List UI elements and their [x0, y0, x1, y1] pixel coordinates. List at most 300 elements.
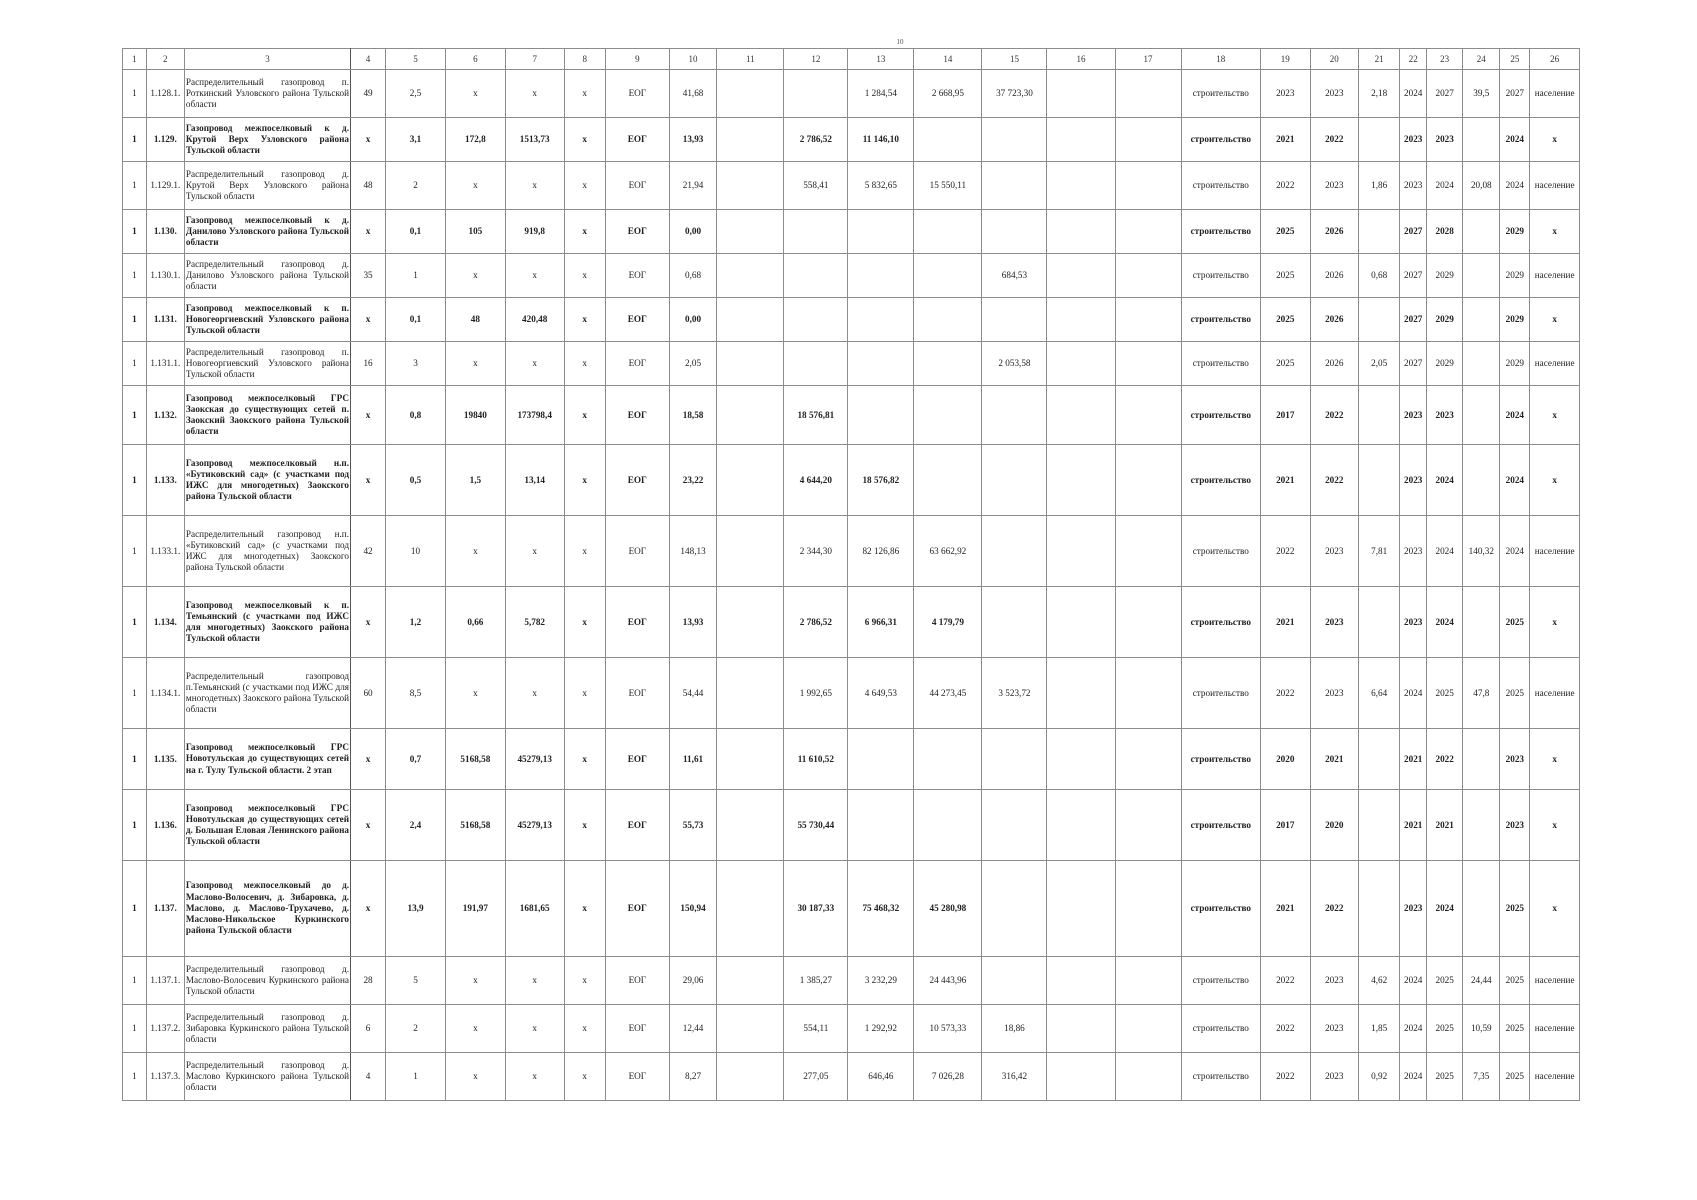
table-cell: ЕОГ — [605, 386, 669, 445]
table-cell: х — [505, 342, 564, 386]
table-cell — [784, 254, 848, 298]
table-cell: 24,44 — [1463, 957, 1500, 1005]
column-header: 18 — [1181, 49, 1260, 70]
table-cell — [1047, 516, 1115, 587]
table-cell: 1,85 — [1359, 1005, 1400, 1053]
table-row — [123, 70, 1580, 118]
table-cell: 1.132. — [146, 386, 184, 445]
table-cell: 2025 — [1261, 342, 1311, 386]
table-cell: 75 468,32 — [848, 861, 914, 957]
table-cell: строительство — [1181, 118, 1260, 162]
table-cell: 140,32 — [1463, 516, 1500, 587]
table-cell — [717, 162, 784, 210]
table-cell: 2021 — [1400, 790, 1427, 861]
table-cell — [1115, 210, 1181, 254]
table-cell: 1.131. — [146, 298, 184, 342]
table-cell: население — [1530, 254, 1580, 298]
table-cell: 684,53 — [982, 254, 1047, 298]
table-cell — [1115, 162, 1181, 210]
table-cell: 13,93 — [669, 118, 716, 162]
object-name-cell: Распределительный газопровод п. Роткинский Узловского района Тульской области — [184, 70, 350, 118]
table-cell: 2023 — [1400, 861, 1427, 957]
table-cell: х — [445, 1005, 505, 1053]
table-cell: 2022 — [1261, 1005, 1311, 1053]
column-header: 21 — [1359, 49, 1400, 70]
table-cell — [982, 210, 1047, 254]
table-cell — [982, 861, 1047, 957]
table-cell: 3,1 — [386, 118, 446, 162]
table-cell: ЕОГ — [605, 658, 669, 729]
column-header: 25 — [1500, 49, 1530, 70]
table-cell — [914, 790, 982, 861]
table-row — [123, 1053, 1580, 1101]
table-cell: 1 — [123, 729, 147, 790]
table-cell — [717, 298, 784, 342]
table-cell: ЕОГ — [605, 790, 669, 861]
table-cell — [717, 254, 784, 298]
object-name-cell: Распределительный газопровод д. Крутой Верх Узловского района Тульской области — [184, 162, 350, 210]
table-row — [123, 298, 1580, 342]
table-cell: х — [351, 210, 386, 254]
table-cell: 1.130. — [146, 210, 184, 254]
table-cell — [1115, 70, 1181, 118]
table-cell: х — [351, 445, 386, 516]
table-cell: 1 — [123, 210, 147, 254]
table-cell — [1463, 118, 1500, 162]
table-cell — [1115, 254, 1181, 298]
table-cell: строительство — [1181, 729, 1260, 790]
table-cell — [1359, 587, 1400, 658]
table-cell: 2023 — [1310, 658, 1358, 729]
table-cell: 2 786,52 — [784, 587, 848, 658]
table-cell: 2029 — [1500, 210, 1530, 254]
table-cell: ЕОГ — [605, 445, 669, 516]
table-cell — [982, 729, 1047, 790]
table-cell: 2 053,58 — [982, 342, 1047, 386]
table-cell — [914, 729, 982, 790]
table-cell — [1047, 957, 1115, 1005]
table-cell — [1115, 587, 1181, 658]
table-cell: 919,8 — [505, 210, 564, 254]
column-header: 26 — [1530, 49, 1580, 70]
table-cell — [784, 342, 848, 386]
table-cell: х — [564, 957, 605, 1005]
table-cell — [848, 210, 914, 254]
table-cell: 1 — [123, 658, 147, 729]
table-cell: х — [564, 587, 605, 658]
table-cell — [1047, 1005, 1115, 1053]
table-cell: 44 273,45 — [914, 658, 982, 729]
table-cell — [1463, 587, 1500, 658]
table-cell: 1 — [123, 342, 147, 386]
table-cell: 2025 — [1500, 1053, 1530, 1101]
table-cell: 2029 — [1427, 298, 1463, 342]
table-cell: х — [505, 516, 564, 587]
table-cell: 23,22 — [669, 445, 716, 516]
table-cell: х — [505, 1005, 564, 1053]
table-cell: 5,782 — [505, 587, 564, 658]
table-cell: х — [1530, 386, 1580, 445]
table-cell — [1463, 254, 1500, 298]
table-cell: 2025 — [1500, 658, 1530, 729]
table-cell: 2021 — [1261, 445, 1311, 516]
table-cell: строительство — [1181, 1053, 1260, 1101]
table-cell: 2025 — [1500, 1005, 1530, 1053]
table-cell: х — [1530, 118, 1580, 162]
table-cell: 82 126,86 — [848, 516, 914, 587]
table-cell: 173798,4 — [505, 386, 564, 445]
table-cell: 558,41 — [784, 162, 848, 210]
table-cell: строительство — [1181, 957, 1260, 1005]
table-cell: 2023 — [1310, 70, 1358, 118]
table-row — [123, 729, 1580, 790]
table-cell: 2025 — [1500, 587, 1530, 658]
table-cell: 1 292,92 — [848, 1005, 914, 1053]
table-cell: х — [564, 118, 605, 162]
table-cell: 13,9 — [386, 861, 446, 957]
table-cell — [1463, 861, 1500, 957]
table-cell: 1.128.1. — [146, 70, 184, 118]
table-cell: 2029 — [1500, 254, 1530, 298]
table-cell: х — [351, 861, 386, 957]
table-cell — [717, 210, 784, 254]
object-name-cell: Распределительный газопровод п.Темьянский (с участками под ИЖС для многодетных) Заокского района Тульской области — [184, 658, 350, 729]
table-cell — [1047, 790, 1115, 861]
table-cell: 2023 — [1427, 386, 1463, 445]
table-cell: х — [564, 1005, 605, 1053]
table-cell: 2027 — [1427, 70, 1463, 118]
table-cell: х — [1530, 445, 1580, 516]
table-cell: х — [564, 386, 605, 445]
table-cell: строительство — [1181, 210, 1260, 254]
table-cell: 2024 — [1500, 516, 1530, 587]
object-name-cell: Газопровод межпоселковый к п. Новогеоргиевский Узловского района Тульской области — [184, 298, 350, 342]
table-cell: 6 — [351, 1005, 386, 1053]
table-cell — [1115, 298, 1181, 342]
table-cell: х — [1530, 587, 1580, 658]
gas-pipeline-table — [122, 48, 1580, 1101]
column-header: 4 — [351, 49, 386, 70]
table-cell: 2023 — [1400, 516, 1427, 587]
table-cell: х — [505, 70, 564, 118]
table-cell: 28 — [351, 957, 386, 1005]
table-cell: 8,27 — [669, 1053, 716, 1101]
table-cell — [848, 729, 914, 790]
table-cell: 5168,58 — [445, 790, 505, 861]
object-name-cell: Газопровод межпоселковый к д. Крутой Верх Узловского района Тульской области — [184, 118, 350, 162]
column-header: 23 — [1427, 49, 1463, 70]
table-cell — [717, 118, 784, 162]
table-cell: 2022 — [1310, 445, 1358, 516]
table-cell: 150,94 — [669, 861, 716, 957]
table-cell — [982, 118, 1047, 162]
table-cell: 1.137.1. — [146, 957, 184, 1005]
object-name-cell: Газопровод межпоселковый н.п. «Бутиковский сад» (с участками под ИЖС для многодетных) Заокского района Тульской области — [184, 445, 350, 516]
table-cell: 5 832,65 — [848, 162, 914, 210]
table-cell: х — [505, 254, 564, 298]
table-cell: 1.134.1. — [146, 658, 184, 729]
table-cell — [848, 790, 914, 861]
table-cell — [1047, 861, 1115, 957]
table-cell: 2022 — [1310, 861, 1358, 957]
table-cell: 10,59 — [1463, 1005, 1500, 1053]
table-cell: 2022 — [1261, 516, 1311, 587]
table-cell: 7,81 — [1359, 516, 1400, 587]
table-cell: 277,05 — [784, 1053, 848, 1101]
table-cell: 2025 — [1427, 1053, 1463, 1101]
table-cell: 2028 — [1427, 210, 1463, 254]
column-header: 24 — [1463, 49, 1500, 70]
table-cell: х — [1530, 861, 1580, 957]
table-cell: х — [505, 957, 564, 1005]
table-cell: ЕОГ — [605, 1005, 669, 1053]
table-cell: 18 576,81 — [784, 386, 848, 445]
table-cell: ЕОГ — [605, 957, 669, 1005]
table-cell: 55,73 — [669, 790, 716, 861]
table-cell: 2,05 — [669, 342, 716, 386]
table-cell: х — [445, 516, 505, 587]
table-cell: 3 523,72 — [982, 658, 1047, 729]
table-cell: 1 — [123, 118, 147, 162]
table-row — [123, 957, 1580, 1005]
table-cell: 2029 — [1500, 298, 1530, 342]
table-cell: 19840 — [445, 386, 505, 445]
table-cell — [914, 118, 982, 162]
table-cell: х — [1530, 729, 1580, 790]
table-cell: строительство — [1181, 162, 1260, 210]
table-cell — [1463, 445, 1500, 516]
table-row — [123, 445, 1580, 516]
table-cell — [1359, 298, 1400, 342]
table-cell: 1 385,27 — [784, 957, 848, 1005]
table-cell: население — [1530, 516, 1580, 587]
table-cell: ЕОГ — [605, 516, 669, 587]
table-cell: 1 — [123, 162, 147, 210]
table-cell: 2021 — [1261, 118, 1311, 162]
table-cell: 39,5 — [1463, 70, 1500, 118]
table-cell: 0,00 — [669, 210, 716, 254]
table-cell: 18,86 — [982, 1005, 1047, 1053]
table-cell: ЕОГ — [605, 118, 669, 162]
table-cell — [1359, 729, 1400, 790]
table-cell: 5168,58 — [445, 729, 505, 790]
table-cell: 2024 — [1427, 445, 1463, 516]
table-cell: 2027 — [1400, 210, 1427, 254]
table-cell — [914, 254, 982, 298]
table-cell — [717, 516, 784, 587]
column-header: 8 — [564, 49, 605, 70]
table-cell: строительство — [1181, 861, 1260, 957]
table-cell — [1359, 386, 1400, 445]
table-cell: 1 — [386, 254, 446, 298]
table-cell: 316,42 — [982, 1053, 1047, 1101]
table-cell: 2022 — [1261, 162, 1311, 210]
table-cell: ЕОГ — [605, 162, 669, 210]
table-cell — [1115, 861, 1181, 957]
table-cell — [1463, 729, 1500, 790]
table-row — [123, 1005, 1580, 1053]
column-header: 20 — [1310, 49, 1358, 70]
table-cell: 2025 — [1500, 957, 1530, 1005]
table-cell — [1115, 516, 1181, 587]
table-cell: население — [1530, 658, 1580, 729]
table-row — [123, 587, 1580, 658]
column-header: 19 — [1261, 49, 1311, 70]
table-cell: 45279,13 — [505, 729, 564, 790]
table-cell: строительство — [1181, 1005, 1260, 1053]
table-cell: 191,97 — [445, 861, 505, 957]
table-cell: х — [564, 342, 605, 386]
table-cell: 18,58 — [669, 386, 716, 445]
table-cell — [1047, 658, 1115, 729]
table-cell — [1047, 342, 1115, 386]
table-cell: х — [564, 298, 605, 342]
table-cell — [1047, 254, 1115, 298]
table-cell: х — [564, 1053, 605, 1101]
table-row — [123, 342, 1580, 386]
table-cell: 2026 — [1310, 298, 1358, 342]
table-cell: 2022 — [1427, 729, 1463, 790]
table-cell: 15 550,11 — [914, 162, 982, 210]
table-row — [123, 254, 1580, 298]
table-cell: 10 — [386, 516, 446, 587]
table-cell — [1463, 298, 1500, 342]
table-cell: 2023 — [1400, 118, 1427, 162]
table-cell: 2024 — [1500, 386, 1530, 445]
table-cell: 3 — [386, 342, 446, 386]
table-cell: 2023 — [1400, 162, 1427, 210]
table-cell: 2024 — [1427, 516, 1463, 587]
table-cell: 47,8 — [1463, 658, 1500, 729]
table-cell: 2021 — [1427, 790, 1463, 861]
table-cell: строительство — [1181, 342, 1260, 386]
table-cell — [717, 957, 784, 1005]
table-cell: строительство — [1181, 516, 1260, 587]
table-cell: 1.130.1. — [146, 254, 184, 298]
table-cell — [982, 298, 1047, 342]
table-cell: х — [351, 790, 386, 861]
table-cell: х — [564, 162, 605, 210]
table-cell — [1115, 957, 1181, 1005]
table-cell: ЕОГ — [605, 210, 669, 254]
table-cell: 2025 — [1427, 658, 1463, 729]
table-cell: 2027 — [1400, 254, 1427, 298]
table-cell: 1 — [123, 445, 147, 516]
table-cell: 60 — [351, 658, 386, 729]
column-header: 2 — [146, 49, 184, 70]
table-cell: 2029 — [1500, 342, 1530, 386]
table-cell: 0,00 — [669, 298, 716, 342]
table-cell: ЕОГ — [605, 342, 669, 386]
table-cell: 24 443,96 — [914, 957, 982, 1005]
table-cell: 1,2 — [386, 587, 446, 658]
table-cell: 1 — [123, 516, 147, 587]
table-cell: 2026 — [1310, 210, 1358, 254]
table-cell: х — [351, 587, 386, 658]
column-header: 9 — [605, 49, 669, 70]
column-header: 13 — [848, 49, 914, 70]
table-cell: 48 — [445, 298, 505, 342]
table-cell — [914, 342, 982, 386]
table-cell: 49 — [351, 70, 386, 118]
table-cell: 18 576,82 — [848, 445, 914, 516]
table-cell — [982, 790, 1047, 861]
table-cell: 11 610,52 — [784, 729, 848, 790]
object-name-cell: Газопровод межпоселковый ГРС Новотульская до существующих сетей на г. Тулу Тульской области. 2 этап — [184, 729, 350, 790]
table-cell: 2024 — [1400, 1005, 1427, 1053]
table-cell: 2022 — [1310, 118, 1358, 162]
table-cell: 2024 — [1427, 162, 1463, 210]
table-cell: 6,64 — [1359, 658, 1400, 729]
table-cell: 2027 — [1400, 342, 1427, 386]
table-cell: 2023 — [1400, 445, 1427, 516]
table-cell: строительство — [1181, 298, 1260, 342]
table-cell: 2023 — [1400, 386, 1427, 445]
table-cell: 1.136. — [146, 790, 184, 861]
table-cell: 1.133. — [146, 445, 184, 516]
table-cell: 0,92 — [1359, 1053, 1400, 1101]
table-cell: 1.129. — [146, 118, 184, 162]
table-cell: 1.135. — [146, 729, 184, 790]
table-cell — [1463, 210, 1500, 254]
table-cell: строительство — [1181, 587, 1260, 658]
table-cell: 2025 — [1261, 210, 1311, 254]
table-cell: 2025 — [1500, 861, 1530, 957]
table-cell — [1115, 790, 1181, 861]
column-header: 12 — [784, 49, 848, 70]
table-cell: 3 232,29 — [848, 957, 914, 1005]
column-header: 5 — [386, 49, 446, 70]
table-cell: х — [351, 118, 386, 162]
table-row — [123, 516, 1580, 587]
table-cell: 1 992,65 — [784, 658, 848, 729]
table-cell — [848, 254, 914, 298]
table-cell: 0,1 — [386, 210, 446, 254]
table-cell — [1115, 658, 1181, 729]
table-cell: 0,68 — [669, 254, 716, 298]
table-cell: 0,5 — [386, 445, 446, 516]
table-cell — [717, 445, 784, 516]
table-cell: 1 — [123, 861, 147, 957]
table-cell: население — [1530, 1005, 1580, 1053]
table-cell: ЕОГ — [605, 70, 669, 118]
table-cell: 2,18 — [1359, 70, 1400, 118]
table-cell: 2021 — [1261, 587, 1311, 658]
table-cell: строительство — [1181, 70, 1260, 118]
table-cell — [784, 210, 848, 254]
table-cell: 35 — [351, 254, 386, 298]
table-cell: 1.137.2. — [146, 1005, 184, 1053]
table-cell: население — [1530, 1053, 1580, 1101]
table-cell: 148,13 — [669, 516, 716, 587]
table-cell: ЕОГ — [605, 861, 669, 957]
table-cell: 2023 — [1310, 162, 1358, 210]
column-header: 14 — [914, 49, 982, 70]
table-cell: 45279,13 — [505, 790, 564, 861]
table-cell — [982, 587, 1047, 658]
table-cell: х — [351, 386, 386, 445]
table-cell: 2022 — [1261, 658, 1311, 729]
table-cell: 1 — [123, 1053, 147, 1101]
table-cell: х — [564, 861, 605, 957]
table-cell: 4 — [351, 1053, 386, 1101]
table-cell: 554,11 — [784, 1005, 848, 1053]
table-cell: 2017 — [1261, 386, 1311, 445]
table-cell: 2 786,52 — [784, 118, 848, 162]
column-header: 11 — [717, 49, 784, 70]
table-cell: 2020 — [1261, 729, 1311, 790]
table-cell: 2023 — [1427, 118, 1463, 162]
